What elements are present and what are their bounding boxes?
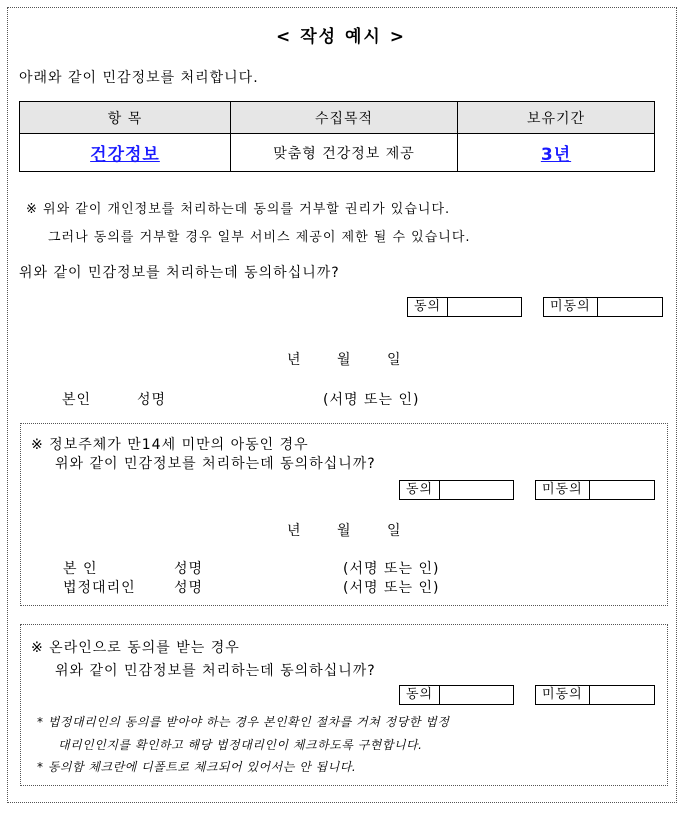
minor-date-day: 일 — [387, 523, 402, 539]
disagree-label: 미동의 — [544, 298, 598, 316]
minor-self-sign-hint: (서명 또는 인) — [343, 561, 440, 577]
disagree-check-area[interactable] — [598, 298, 662, 316]
minor-self-name-label: 성명 — [174, 561, 204, 577]
item-value: 건강정보 — [90, 145, 160, 165]
disagree-checkbox[interactable] — [543, 297, 663, 317]
consent-question: 위와 같이 민감정보를 처리하는데 동의하십니까? — [19, 265, 340, 281]
table-row — [20, 134, 655, 172]
info-table — [19, 101, 655, 172]
minor-question: 위와 같이 민감정보를 처리하는데 동의하십니까? — [55, 456, 376, 472]
minor-guardian-sign-hint: (서명 또는 인) — [343, 580, 440, 596]
page-title: < 작성 예시 > — [276, 27, 406, 47]
table-header-row — [20, 102, 655, 134]
header-item: 항 목 — [20, 102, 231, 134]
minor-heading: ※ 정보주체가 만14세 미만의 아동인 경우 — [31, 437, 309, 453]
online-disagree-checkbox[interactable] — [535, 685, 655, 705]
intro-text: 아래와 같이 민감정보를 처리합니다. — [19, 70, 259, 86]
online-note-2: * 동의함 체크란에 디폴트로 체크되어 있어서는 안 됩니다. — [37, 760, 357, 774]
notice-line-2: 그러나 동의를 거부할 경우 일부 서비스 제공이 제한 될 수 있습니다. — [48, 230, 471, 245]
online-agree-label: 동의 — [400, 686, 440, 704]
minor-self-label: 본 인 — [63, 561, 98, 577]
online-disagree-label: 미동의 — [536, 686, 590, 704]
date-day: 일 — [387, 352, 402, 368]
header-purpose: 수집목적 — [231, 102, 458, 134]
minor-guardian-name-label: 성명 — [174, 580, 204, 596]
minor-guardian-label: 법정대리인 — [63, 580, 136, 596]
cell-period — [458, 134, 655, 172]
header-period: 보유기간 — [458, 102, 655, 134]
cell-item — [20, 134, 231, 172]
date-month: 월 — [337, 352, 352, 368]
online-note-1b: 대리인인지를 확인하고 해당 법정대리인이 체크하도록 구현합니다. — [58, 738, 423, 752]
cell-purpose: 맞춤형 건강정보 제공 — [231, 134, 458, 172]
signer-name-label: 성명 — [137, 392, 167, 408]
online-agree-checkbox[interactable] — [399, 685, 514, 705]
online-disagree-check-area[interactable] — [590, 686, 654, 704]
agree-label: 동의 — [408, 298, 448, 316]
minor-date-year: 년 — [287, 523, 302, 539]
minor-date-month: 월 — [337, 523, 352, 539]
online-heading: ※ 온라인으로 동의를 받는 경우 — [31, 640, 240, 656]
date-year: 년 — [287, 352, 302, 368]
notice-line-1: ※ 위와 같이 개인정보를 처리하는데 동의를 거부할 권리가 있습니다. — [26, 202, 451, 217]
minor-disagree-check-area[interactable] — [590, 481, 654, 499]
online-question: 위와 같이 민감정보를 처리하는데 동의하십니까? — [55, 663, 376, 679]
minor-agree-label: 동의 — [400, 481, 440, 499]
online-agree-check-area[interactable] — [440, 686, 513, 704]
minor-disagree-checkbox[interactable] — [535, 480, 655, 500]
agree-checkbox[interactable] — [407, 297, 522, 317]
minor-agree-checkbox[interactable] — [399, 480, 514, 500]
minor-agree-check-area[interactable] — [440, 481, 513, 499]
signer-label: 본인 — [62, 392, 92, 408]
online-note-1a: * 법정대리인의 동의를 받아야 하는 경우 본인확인 절차를 거쳐 정당한 법정 — [37, 715, 450, 729]
minor-disagree-label: 미동의 — [536, 481, 590, 499]
signer-sign-hint: (서명 또는 인) — [323, 392, 420, 408]
period-value: 3년 — [540, 145, 572, 165]
agree-check-area[interactable] — [448, 298, 521, 316]
